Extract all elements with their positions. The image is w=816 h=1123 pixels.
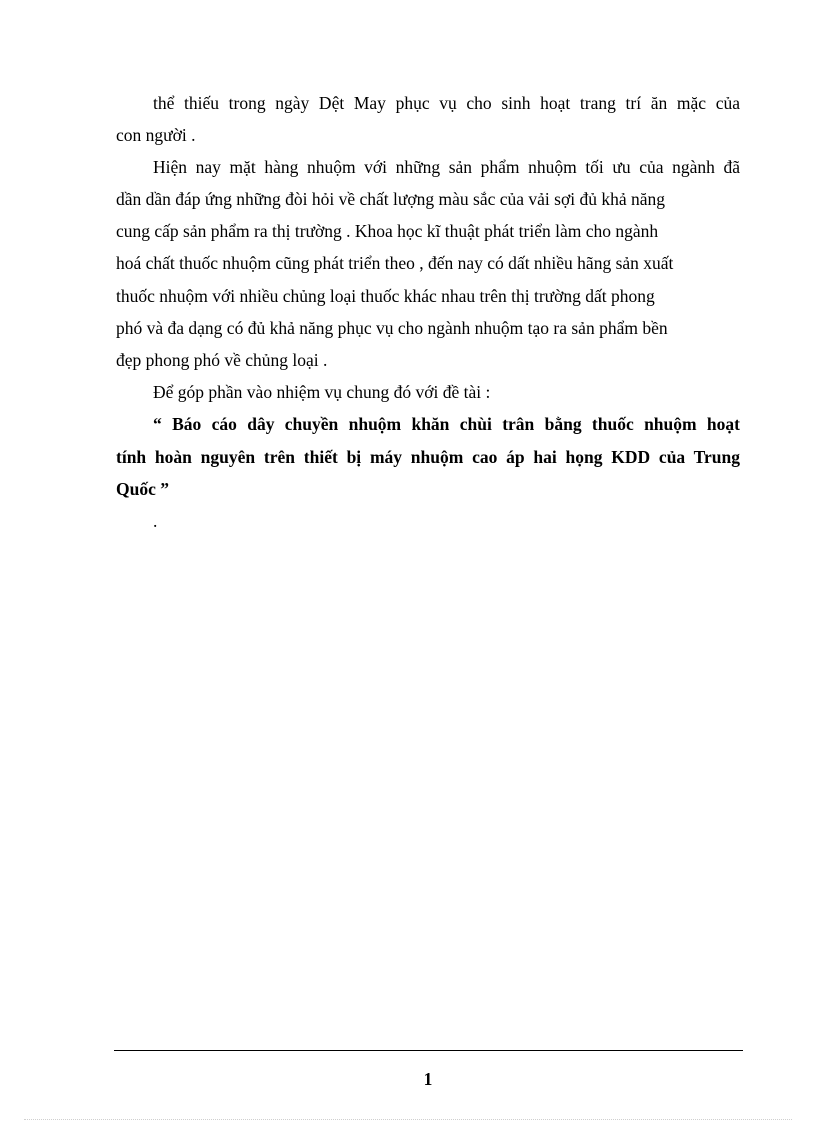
body-text-line: phó và đa dạng có đủ khả năng phục vụ cho ngành nhuộm tạo ra sản phẩm bền	[116, 318, 668, 338]
report-title-line: “ Báo cáo dây chuyền nhuộm khăn chùi trân bằng thuốc nhuộm hoạt	[153, 414, 740, 434]
body-text-line: cung cấp sản phẩm ra thị trường . Khoa học kĩ thuật phát triển làm cho ngành	[116, 221, 659, 241]
body-text-line: dần dần đáp ứng những đòi hỏi về chất lượng màu sắc của vải sợi đủ khả năng	[116, 189, 665, 209]
body-text-line: Để góp phần vào nhiệm vụ chung đó với đề tài :	[153, 382, 491, 402]
page-break-divider	[24, 1119, 792, 1120]
body-text-line: con người .	[116, 125, 196, 145]
report-title-line: Quốc ”	[116, 479, 169, 499]
body-text-line: thể thiếu trong ngày Dệt May phục vụ cho sinh hoạt trang trí ăn mặc của	[153, 93, 740, 113]
report-title-line: tính hoàn nguyên trên thiết bị máy nhuộm cao áp hai họng KDD của Trung	[116, 447, 740, 467]
body-text-line: .	[153, 511, 158, 531]
footer-divider	[114, 1050, 743, 1051]
body-text-line: thuốc nhuộm với nhiều chủng loại thuốc khác nhau trên thị trường dất phong	[116, 286, 655, 306]
body-text-line: hoá chất thuốc nhuộm cũng phát triển theo , đến nay có dất nhiều hãng sản xuất	[116, 253, 674, 273]
page-number: 1	[423, 1069, 433, 1089]
body-text-line: Hiện nay mặt hàng nhuộm với những sản phẩm nhuộm tối ưu của ngành đã	[153, 157, 740, 177]
body-text-line: đẹp phong phó về chủng loại .	[116, 350, 328, 370]
